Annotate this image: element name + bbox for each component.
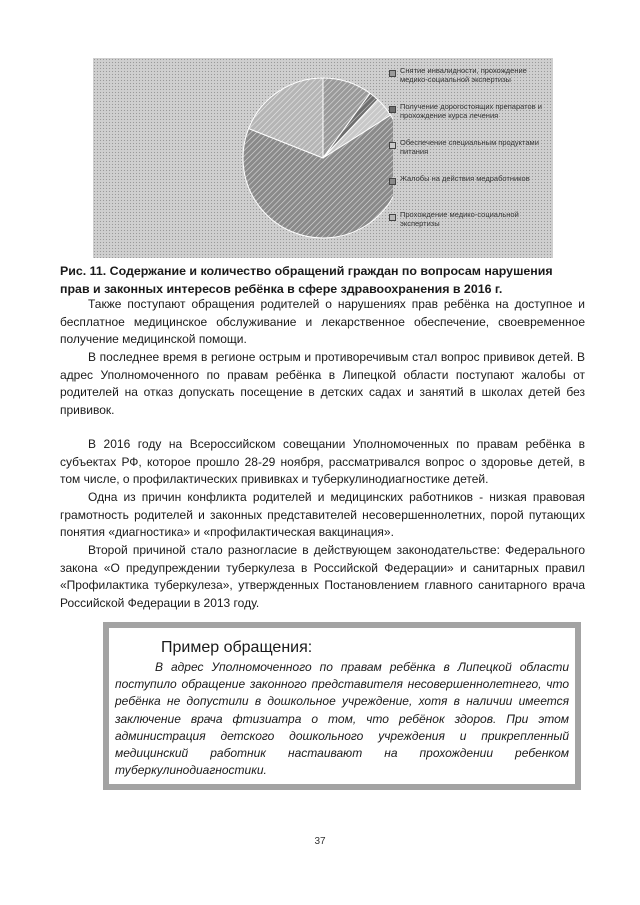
legend-item (389, 138, 549, 174)
legend-label: Обеспечение специальным продуктами питания (400, 138, 539, 156)
legend-label: Прохождение медико-социальной экспертизы (400, 210, 519, 228)
legend-label: Снятие инвалидности, прохождение медико-социальной экспертизы (400, 66, 527, 84)
pie-chart (93, 58, 393, 258)
pie-chart-figure (93, 58, 553, 258)
legend-item (389, 210, 549, 246)
legend-item (389, 174, 549, 210)
example-box (103, 622, 581, 790)
legend-label: Жалобы на действия медработников (400, 174, 530, 183)
example-text: В адрес Уполномоченного по правам ребёнка в Липецкой области поступило обращение законного представителя несовершеннолетнего, что ребёнка не допустили в дошкольное учреждение, хотя в наличии имеется заключение врача фтизиатра о том, что ребёнок здоров. При этом администрация детского дошкольного учреждения и прикрепленный медицинский работник настаивают на прохождении ребенком туберкулинодиагностики. (115, 660, 569, 778)
legend-swatch (389, 142, 396, 149)
legend-label: Получение дорогостоящих препаратов и прохождение курса лечения (400, 102, 542, 120)
page-number: 37 (314, 836, 326, 847)
legend-swatch (389, 106, 396, 113)
chart-legend (389, 66, 549, 246)
legend-item (389, 66, 549, 102)
figure-caption: Рис. 11. Содержание и количество обращений граждан по вопросам нарушения прав и законных интересов ребёнка в сфере здравоохранения в 2016 г. (60, 264, 553, 296)
body-paragraph-2: В последнее время в регионе острым и противоречивым стал вопрос прививок детей. В адрес Уполномоченного по правам ребёнка в Липецкой области поступают жалобы от родителей на отказ допускать посещение в детских садах и занятий в школах детей без прививок. (60, 350, 585, 417)
legend-swatch (389, 70, 396, 77)
body-paragraph-3: В 2016 году на Всероссийском совещании Уполномоченных по правам ребёнка в субъектах РФ, которое прошло 28-29 ноября, рассматривался вопрос о здоровье детей, в том числе, о профилактических прививках и туберкулинодиагностике детей. (60, 437, 585, 487)
legend-swatch (389, 178, 396, 185)
legend-item (389, 102, 549, 138)
body-paragraph-5: Второй причиной стало разногласие в действующем законодательстве: Федерального закона «О предупреждении туберкулеза в Российской Федерации» и санитарных правил «Профилактика туберкулеза», утвержденных Постановлением главного санитарного врача Российской Федерации в 2013 году. (60, 543, 585, 610)
legend-swatch (389, 214, 396, 221)
example-title: Пример обращения: (161, 639, 313, 656)
body-paragraph-4: Одна из причин конфликта родителей и медицинских работников - низкая правовая грамотность родителей и законных представителей несовершеннолетних, порой путающих понятия «диагностика» и «профилактическая вакцинация». (60, 490, 585, 540)
body-paragraph-1: Также поступают обращения родителей о нарушениях прав ребёнка на доступное и бесплатное медицинское обслуживание и лекарственное обеспечение, своевременное получение медицинской помощи. (60, 297, 585, 347)
